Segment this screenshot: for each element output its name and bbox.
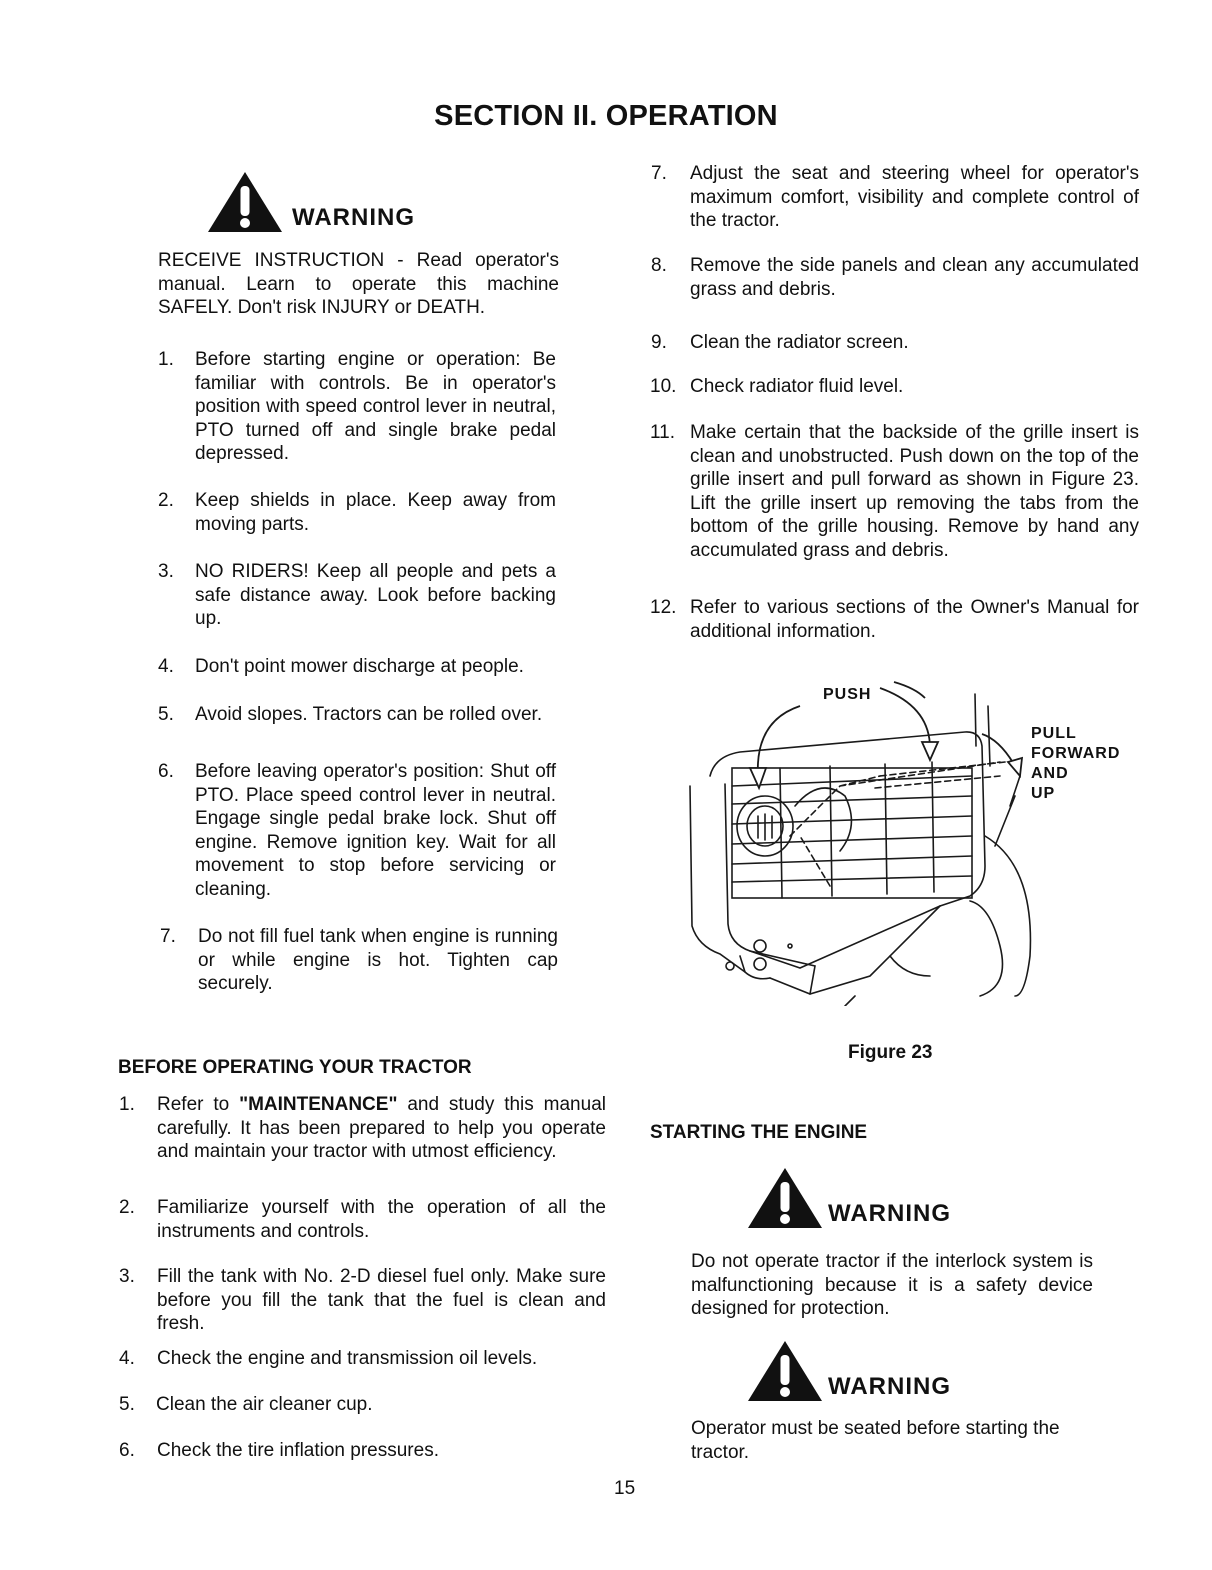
warning-label: WARNING: [292, 204, 415, 231]
item-number: 5.: [119, 1394, 135, 1415]
item-number: 2.: [158, 490, 174, 511]
list-item: [651, 162, 1139, 233]
list-item: [158, 655, 556, 679]
list-item: [119, 1439, 606, 1463]
item-number: 8.: [651, 255, 667, 276]
item-number: 7.: [160, 926, 176, 947]
item-text: Adjust the seat and steering wheel for operator's maximum comfort, visibility and complete control of the tractor.: [690, 163, 1139, 231]
item-text: Don't point mower discharge at people.: [195, 656, 524, 677]
list-item: [650, 375, 1139, 399]
list-item: [119, 1347, 606, 1371]
item-text: Clean the radiator screen.: [690, 332, 909, 353]
item-number: 2.: [119, 1197, 135, 1218]
warning-text: Do not operate tractor if the interlock system is malfunctioning because it is a safety device designed for protection.: [691, 1251, 1093, 1319]
list-item: [160, 925, 558, 996]
item-text: Keep shields in place. Keep away from moving parts.: [195, 490, 556, 535]
item-text: Before leaving operator's position: Shut off PTO. Place speed control lever in neutral. Engage single pedal brake lock. Shut off engine. Remove ignition key. Wait for all movement to stop before servicing or cleaning.: [195, 761, 556, 900]
item-text: Check radiator fluid level.: [690, 376, 904, 397]
warning-triangle-icon: [746, 1166, 824, 1230]
list-item: [650, 596, 1139, 643]
item-number: 12.: [650, 597, 677, 618]
item-text: Check the tire inflation pressures.: [157, 1440, 439, 1461]
list-item: [650, 421, 1139, 562]
item-text: Clean the air cleaner cup.: [156, 1394, 373, 1415]
before-operating-heading: BEFORE OPERATING YOUR TRACTOR: [118, 1057, 472, 1078]
pull-label-line: FORWARD: [1031, 745, 1121, 762]
warning-text: RECEIVE INSTRUCTION - Read operator's manual. Learn to operate this machine SAFELY. Don't risk INJURY or DEATH.: [158, 250, 559, 318]
figure-caption: Figure 23: [848, 1042, 933, 1063]
item-text-pre: Refer to: [157, 1094, 240, 1115]
warning-text: Operator must be seated before starting the tractor.: [691, 1418, 1060, 1463]
list-item: [158, 348, 556, 466]
item-text: NO RIDERS! Keep all people and pets a safe distance away. Look before backing up.: [195, 561, 556, 629]
item-number: 11.: [650, 422, 676, 443]
maintenance-emphasis: "MAINTENANCE": [239, 1094, 398, 1115]
item-number: 10.: [650, 376, 677, 397]
item-text: Check the engine and transmission oil levels.: [157, 1348, 538, 1369]
item-text: [157, 1093, 606, 1164]
pull-label-line: UP: [1031, 785, 1056, 802]
warning-label: WARNING: [828, 1373, 951, 1400]
warning-triangle-icon: [206, 170, 284, 234]
item-text: Familiarize yourself with the operation of all the instruments and controls.: [157, 1197, 606, 1242]
warning-header: [746, 1339, 951, 1403]
item-number: 1.: [119, 1094, 135, 1115]
item-text: Remove the side panels and clean any accumulated grass and debris.: [690, 255, 1139, 300]
warning-triangle-icon: [746, 1339, 824, 1403]
list-item: [651, 331, 1139, 355]
pull-label-line: PULL: [1031, 725, 1077, 742]
page-number: 15: [614, 1478, 636, 1499]
item-text-post: and study this manual carefully. It has been prepared to help you operate and maintain your tractor with utmost efficiency.: [157, 1094, 606, 1162]
list-item: [158, 489, 556, 536]
warning-header: [746, 1166, 951, 1230]
pull-label: [1031, 724, 1120, 804]
item-number: 5.: [158, 704, 174, 725]
item-number: 6.: [119, 1440, 135, 1461]
item-text: Do not fill fuel tank when engine is running or while engine is hot. Tighten cap securely.: [198, 926, 558, 994]
list-item: [158, 560, 556, 631]
list-item: [119, 1393, 606, 1417]
item-text: Fill the tank with No. 2-D diesel fuel only. Make sure before you fill the tank that the fuel is clean and fresh.: [157, 1266, 606, 1334]
list-item: [119, 1093, 606, 1164]
pull-label-line: AND: [1031, 765, 1069, 782]
item-text: Refer to various sections of the Owner's Manual for additional information.: [690, 597, 1139, 642]
item-number: 3.: [119, 1266, 135, 1287]
item-number: 7.: [651, 163, 667, 184]
item-number: 4.: [158, 656, 174, 677]
list-item: [119, 1265, 606, 1336]
list-item: [158, 760, 556, 901]
list-item: [651, 254, 1139, 301]
item-number: 6.: [158, 761, 174, 782]
item-number: 1.: [158, 349, 174, 370]
item-number: 4.: [119, 1348, 135, 1369]
item-number: 3.: [158, 561, 174, 582]
item-text: Avoid slopes. Tractors can be rolled over.: [195, 704, 543, 725]
item-text: Before starting engine or operation: Be familiar with controls. Be in operator's position with speed control lever in neutral, PTO turned off and single brake pedal depressed.: [195, 349, 556, 464]
push-label: PUSH: [823, 686, 872, 703]
item-text: Make certain that the backside of the grille insert is clean and unobstructed. Push down on the top of the grille insert and pull forward as shown in Figure 23. Lift the grille insert up removing the tabs from the bottom of the grille housing. Remove by hand any accumulated grass and debris.: [690, 422, 1139, 561]
warning-label: WARNING: [828, 1200, 951, 1227]
list-item: [119, 1196, 606, 1243]
warning-header: [206, 170, 415, 234]
page-title: SECTION II. OPERATION: [434, 100, 778, 132]
item-number: 9.: [651, 332, 667, 353]
starting-engine-heading: STARTING THE ENGINE: [650, 1122, 868, 1143]
list-item: [158, 703, 556, 727]
